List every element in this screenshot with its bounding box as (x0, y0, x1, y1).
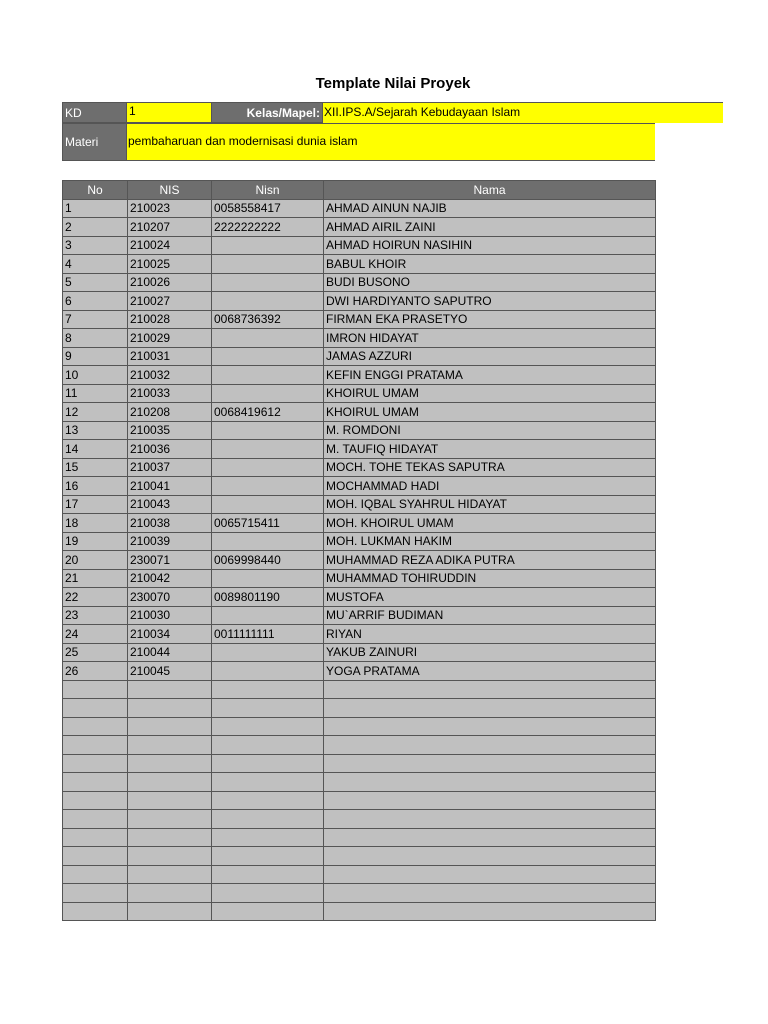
nisn-cell[interactable] (212, 643, 324, 662)
nama-cell[interactable]: M. ROMDONI (324, 421, 656, 440)
nis-cell[interactable] (128, 736, 212, 755)
nisn-cell[interactable] (212, 255, 324, 274)
no-cell[interactable] (63, 680, 128, 699)
nis-cell[interactable]: 210023 (128, 199, 212, 218)
table-row (63, 514, 656, 533)
no-cell[interactable]: 10 (63, 366, 128, 385)
nis-cell[interactable] (128, 884, 212, 903)
table-row (63, 606, 656, 625)
nama-cell[interactable] (324, 717, 656, 736)
nis-cell[interactable]: 230070 (128, 588, 212, 607)
nisn-cell[interactable] (212, 810, 324, 829)
nama-cell[interactable]: IMRON HIDAYAT (324, 329, 656, 348)
page-title: Template Nilai Proyek (315, 75, 471, 92)
table-row (63, 847, 656, 866)
table-row (63, 273, 656, 292)
nis-cell[interactable]: 210044 (128, 643, 212, 662)
nama-cell[interactable]: YAKUB ZAINURI (324, 643, 656, 662)
nis-cell[interactable]: 210027 (128, 292, 212, 311)
table-row (63, 292, 656, 311)
nis-cell[interactable]: 210025 (128, 255, 212, 274)
kelas-label-cell[interactable] (211, 102, 323, 123)
nis-cell[interactable]: 210043 (128, 495, 212, 514)
nisn-cell[interactable] (212, 754, 324, 773)
nisn-cell[interactable] (212, 273, 324, 292)
table-row (63, 255, 656, 274)
nama-cell[interactable] (324, 699, 656, 718)
nama-cell[interactable]: MOH. KHOIRUL UMAM (324, 514, 656, 533)
table-row (63, 218, 656, 237)
no-cell[interactable] (63, 717, 128, 736)
nis-cell[interactable]: 210035 (128, 421, 212, 440)
nama-cell[interactable] (324, 828, 656, 847)
table-row (63, 421, 656, 440)
table-row (63, 384, 656, 403)
nis-cell[interactable]: 210208 (128, 403, 212, 422)
no-cell[interactable] (63, 810, 128, 829)
nisn-cell[interactable]: 0089801190 (212, 588, 324, 607)
materi-value: pembaharuan dan modernisasi dunia islam (128, 134, 358, 148)
no-cell[interactable]: 19 (63, 532, 128, 551)
no-cell[interactable]: 13 (63, 421, 128, 440)
nama-cell[interactable]: JAMAS AZZURI (324, 347, 656, 366)
materi-label-cell[interactable] (62, 123, 127, 161)
no-cell[interactable]: 8 (63, 329, 128, 348)
nisn-cell[interactable] (212, 477, 324, 496)
no-cell[interactable]: 26 (63, 662, 128, 681)
nis-cell[interactable]: 210036 (128, 440, 212, 459)
nisn-cell[interactable] (212, 569, 324, 588)
no-cell[interactable]: 22 (63, 588, 128, 607)
no-cell[interactable] (63, 884, 128, 903)
nama-cell[interactable]: MOH. LUKMAN HAKIM (324, 532, 656, 551)
no-cell[interactable]: 15 (63, 458, 128, 477)
no-cell[interactable]: 11 (63, 384, 128, 403)
nis-cell[interactable]: 210030 (128, 606, 212, 625)
no-cell[interactable]: 7 (63, 310, 128, 329)
nisn-cell[interactable] (212, 828, 324, 847)
no-cell[interactable]: 17 (63, 495, 128, 514)
nis-cell[interactable]: 210041 (128, 477, 212, 496)
no-cell[interactable]: 4 (63, 255, 128, 274)
nis-cell[interactable] (128, 847, 212, 866)
nisn-cell[interactable] (212, 347, 324, 366)
nisn-cell[interactable] (212, 532, 324, 551)
nis-cell[interactable]: 210032 (128, 366, 212, 385)
nama-cell[interactable]: KEFIN ENGGI PRATAMA (324, 366, 656, 385)
no-cell[interactable] (63, 791, 128, 810)
nisn-cell[interactable]: 0068736392 (212, 310, 324, 329)
nis-cell[interactable] (128, 810, 212, 829)
nama-cell[interactable]: RIYAN (324, 625, 656, 644)
nama-cell[interactable]: MUSTOFA (324, 588, 656, 607)
nis-cell[interactable] (128, 754, 212, 773)
nisn-cell[interactable] (212, 680, 324, 699)
no-cell[interactable]: 25 (63, 643, 128, 662)
nisn-cell[interactable]: 0068419612 (212, 403, 324, 422)
no-cell[interactable]: 9 (63, 347, 128, 366)
kd-label: KD (65, 106, 82, 120)
table-body (63, 199, 656, 921)
nama-cell[interactable]: KHOIRUL UMAM (324, 384, 656, 403)
nama-cell[interactable]: DWI HARDIYANTO SAPUTRO (324, 292, 656, 311)
nama-cell[interactable]: M. TAUFIQ HIDAYAT (324, 440, 656, 459)
table-row (63, 199, 656, 218)
no-cell[interactable] (63, 736, 128, 755)
nama-cell[interactable]: FIRMAN EKA PRASETYO (324, 310, 656, 329)
no-cell[interactable]: 1 (63, 199, 128, 218)
no-cell[interactable] (63, 699, 128, 718)
nama-cell[interactable]: BABUL KHOIR (324, 255, 656, 274)
nama-cell[interactable]: MOH. IQBAL SYAHRUL HIDAYAT (324, 495, 656, 514)
table-row (63, 810, 656, 829)
nama-cell[interactable] (324, 902, 656, 921)
no-cell[interactable] (63, 847, 128, 866)
nama-cell[interactable] (324, 773, 656, 792)
nisn-cell[interactable] (212, 384, 324, 403)
table-row (63, 329, 656, 348)
no-cell[interactable] (63, 754, 128, 773)
table-row (63, 495, 656, 514)
table-row (63, 773, 656, 792)
nisn-cell[interactable] (212, 606, 324, 625)
table-row (63, 403, 656, 422)
kelas-value-cell[interactable] (323, 102, 723, 123)
nisn-cell[interactable] (212, 847, 324, 866)
nama-cell[interactable]: BUDI BUSONO (324, 273, 656, 292)
table-row (63, 754, 656, 773)
no-cell[interactable] (63, 773, 128, 792)
table-row (63, 440, 656, 459)
nama-cell[interactable] (324, 810, 656, 829)
kd-value: 1 (129, 104, 136, 118)
kd-value-cell[interactable] (127, 102, 211, 123)
nisn-cell[interactable]: 2222222222 (212, 218, 324, 237)
column-header-no[interactable]: No (63, 181, 128, 200)
nis-cell[interactable]: 210037 (128, 458, 212, 477)
nisn-cell[interactable] (212, 421, 324, 440)
kd-label-cell[interactable] (62, 102, 127, 123)
table-row (63, 477, 656, 496)
table-row (63, 791, 656, 810)
nisn-cell[interactable] (212, 699, 324, 718)
nisn-cell[interactable] (212, 717, 324, 736)
nisn-cell[interactable] (212, 329, 324, 348)
column-header-nis[interactable]: NIS (128, 181, 212, 200)
table-row (63, 588, 656, 607)
nisn-cell[interactable] (212, 495, 324, 514)
kelas-label: Kelas/Mapel: (246, 106, 320, 120)
nisn-cell[interactable] (212, 902, 324, 921)
nama-cell[interactable] (324, 865, 656, 884)
no-cell[interactable]: 24 (63, 625, 128, 644)
nama-cell[interactable]: MUHAMMAD REZA ADIKA PUTRA (324, 551, 656, 570)
table-row (63, 643, 656, 662)
nisn-cell[interactable] (212, 773, 324, 792)
nis-cell[interactable]: 210207 (128, 218, 212, 237)
table-row (63, 236, 656, 255)
table-row (63, 680, 656, 699)
kelas-value: XII.IPS.A/Sejarah Kebudayaan Islam (324, 105, 521, 119)
nis-cell[interactable]: 210045 (128, 662, 212, 681)
table-row (63, 310, 656, 329)
no-cell[interactable]: 5 (63, 273, 128, 292)
no-cell[interactable]: 18 (63, 514, 128, 533)
table-row (63, 717, 656, 736)
nis-cell[interactable]: 210028 (128, 310, 212, 329)
nama-cell[interactable] (324, 736, 656, 755)
nama-cell[interactable]: AHMAD AINUN NAJIB (324, 199, 656, 218)
nisn-cell[interactable] (212, 865, 324, 884)
no-cell[interactable] (63, 902, 128, 921)
nama-cell[interactable]: MOCH. TOHE TEKAS SAPUTRA (324, 458, 656, 477)
table-row (63, 625, 656, 644)
table-row (63, 662, 656, 681)
no-cell[interactable]: 3 (63, 236, 128, 255)
materi-value-cell[interactable] (127, 123, 655, 161)
table-row (63, 458, 656, 477)
nis-cell[interactable] (128, 865, 212, 884)
table-header-row (63, 181, 656, 200)
nisn-cell[interactable] (212, 884, 324, 903)
nama-cell[interactable]: MOCHAMMAD HADI (324, 477, 656, 496)
nis-cell[interactable] (128, 699, 212, 718)
nis-cell[interactable]: 210039 (128, 532, 212, 551)
nisn-cell[interactable]: 0011111111 (212, 625, 324, 644)
table-row (63, 902, 656, 921)
table-row (63, 884, 656, 903)
nisn-cell[interactable] (212, 736, 324, 755)
nis-cell[interactable]: 210026 (128, 273, 212, 292)
table-row (63, 828, 656, 847)
nis-cell[interactable] (128, 902, 212, 921)
nisn-cell[interactable] (212, 440, 324, 459)
nis-cell[interactable] (128, 717, 212, 736)
nis-cell[interactable]: 210034 (128, 625, 212, 644)
no-cell[interactable]: 16 (63, 477, 128, 496)
nis-cell[interactable]: 230071 (128, 551, 212, 570)
table-row (63, 366, 656, 385)
nama-cell[interactable] (324, 680, 656, 699)
materi-label: Materi (65, 135, 99, 149)
nis-cell[interactable]: 210029 (128, 329, 212, 348)
nis-cell[interactable] (128, 773, 212, 792)
no-cell[interactable]: 2 (63, 218, 128, 237)
no-cell[interactable]: 6 (63, 292, 128, 311)
nama-cell[interactable]: AHMAD HOIRUN NASIHIN (324, 236, 656, 255)
nama-cell[interactable] (324, 754, 656, 773)
no-cell[interactable] (63, 865, 128, 884)
nis-cell[interactable]: 210038 (128, 514, 212, 533)
table-row (63, 865, 656, 884)
no-cell[interactable] (63, 828, 128, 847)
nisn-cell[interactable] (212, 236, 324, 255)
no-cell[interactable]: 23 (63, 606, 128, 625)
nisn-cell[interactable]: 0058558417 (212, 199, 324, 218)
table-row (63, 569, 656, 588)
nama-cell[interactable]: YOGA PRATAMA (324, 662, 656, 681)
nisn-cell[interactable] (212, 366, 324, 385)
nama-cell[interactable] (324, 847, 656, 866)
nama-cell[interactable] (324, 791, 656, 810)
nisn-cell[interactable]: 0065715411 (212, 514, 324, 533)
nis-cell[interactable]: 210024 (128, 236, 212, 255)
nis-cell[interactable] (128, 828, 212, 847)
nis-cell[interactable]: 210033 (128, 384, 212, 403)
nama-cell[interactable]: MUHAMMAD TOHIRUDDIN (324, 569, 656, 588)
nis-cell[interactable]: 210042 (128, 569, 212, 588)
nisn-cell[interactable] (212, 292, 324, 311)
column-header-nama[interactable]: Nama (324, 181, 656, 200)
nama-cell[interactable]: MU`ARRIF BUDIMAN (324, 606, 656, 625)
table-row (63, 551, 656, 570)
table-row (63, 347, 656, 366)
nama-cell[interactable] (324, 884, 656, 903)
nis-cell[interactable] (128, 791, 212, 810)
nisn-cell[interactable] (212, 662, 324, 681)
table-row (63, 699, 656, 718)
nama-cell[interactable]: KHOIRUL UMAM (324, 403, 656, 422)
no-cell[interactable]: 21 (63, 569, 128, 588)
nama-cell[interactable]: AHMAD AIRIL ZAINI (324, 218, 656, 237)
student-table (62, 180, 656, 921)
no-cell[interactable]: 14 (63, 440, 128, 459)
table-row (63, 736, 656, 755)
nisn-cell[interactable]: 0069998440 (212, 551, 324, 570)
nis-cell[interactable]: 210031 (128, 347, 212, 366)
table-row (63, 532, 656, 551)
nisn-cell[interactable] (212, 458, 324, 477)
no-cell[interactable]: 20 (63, 551, 128, 570)
no-cell[interactable]: 12 (63, 403, 128, 422)
nisn-cell[interactable] (212, 791, 324, 810)
nis-cell[interactable] (128, 680, 212, 699)
column-header-nisn[interactable]: Nisn (212, 181, 324, 200)
